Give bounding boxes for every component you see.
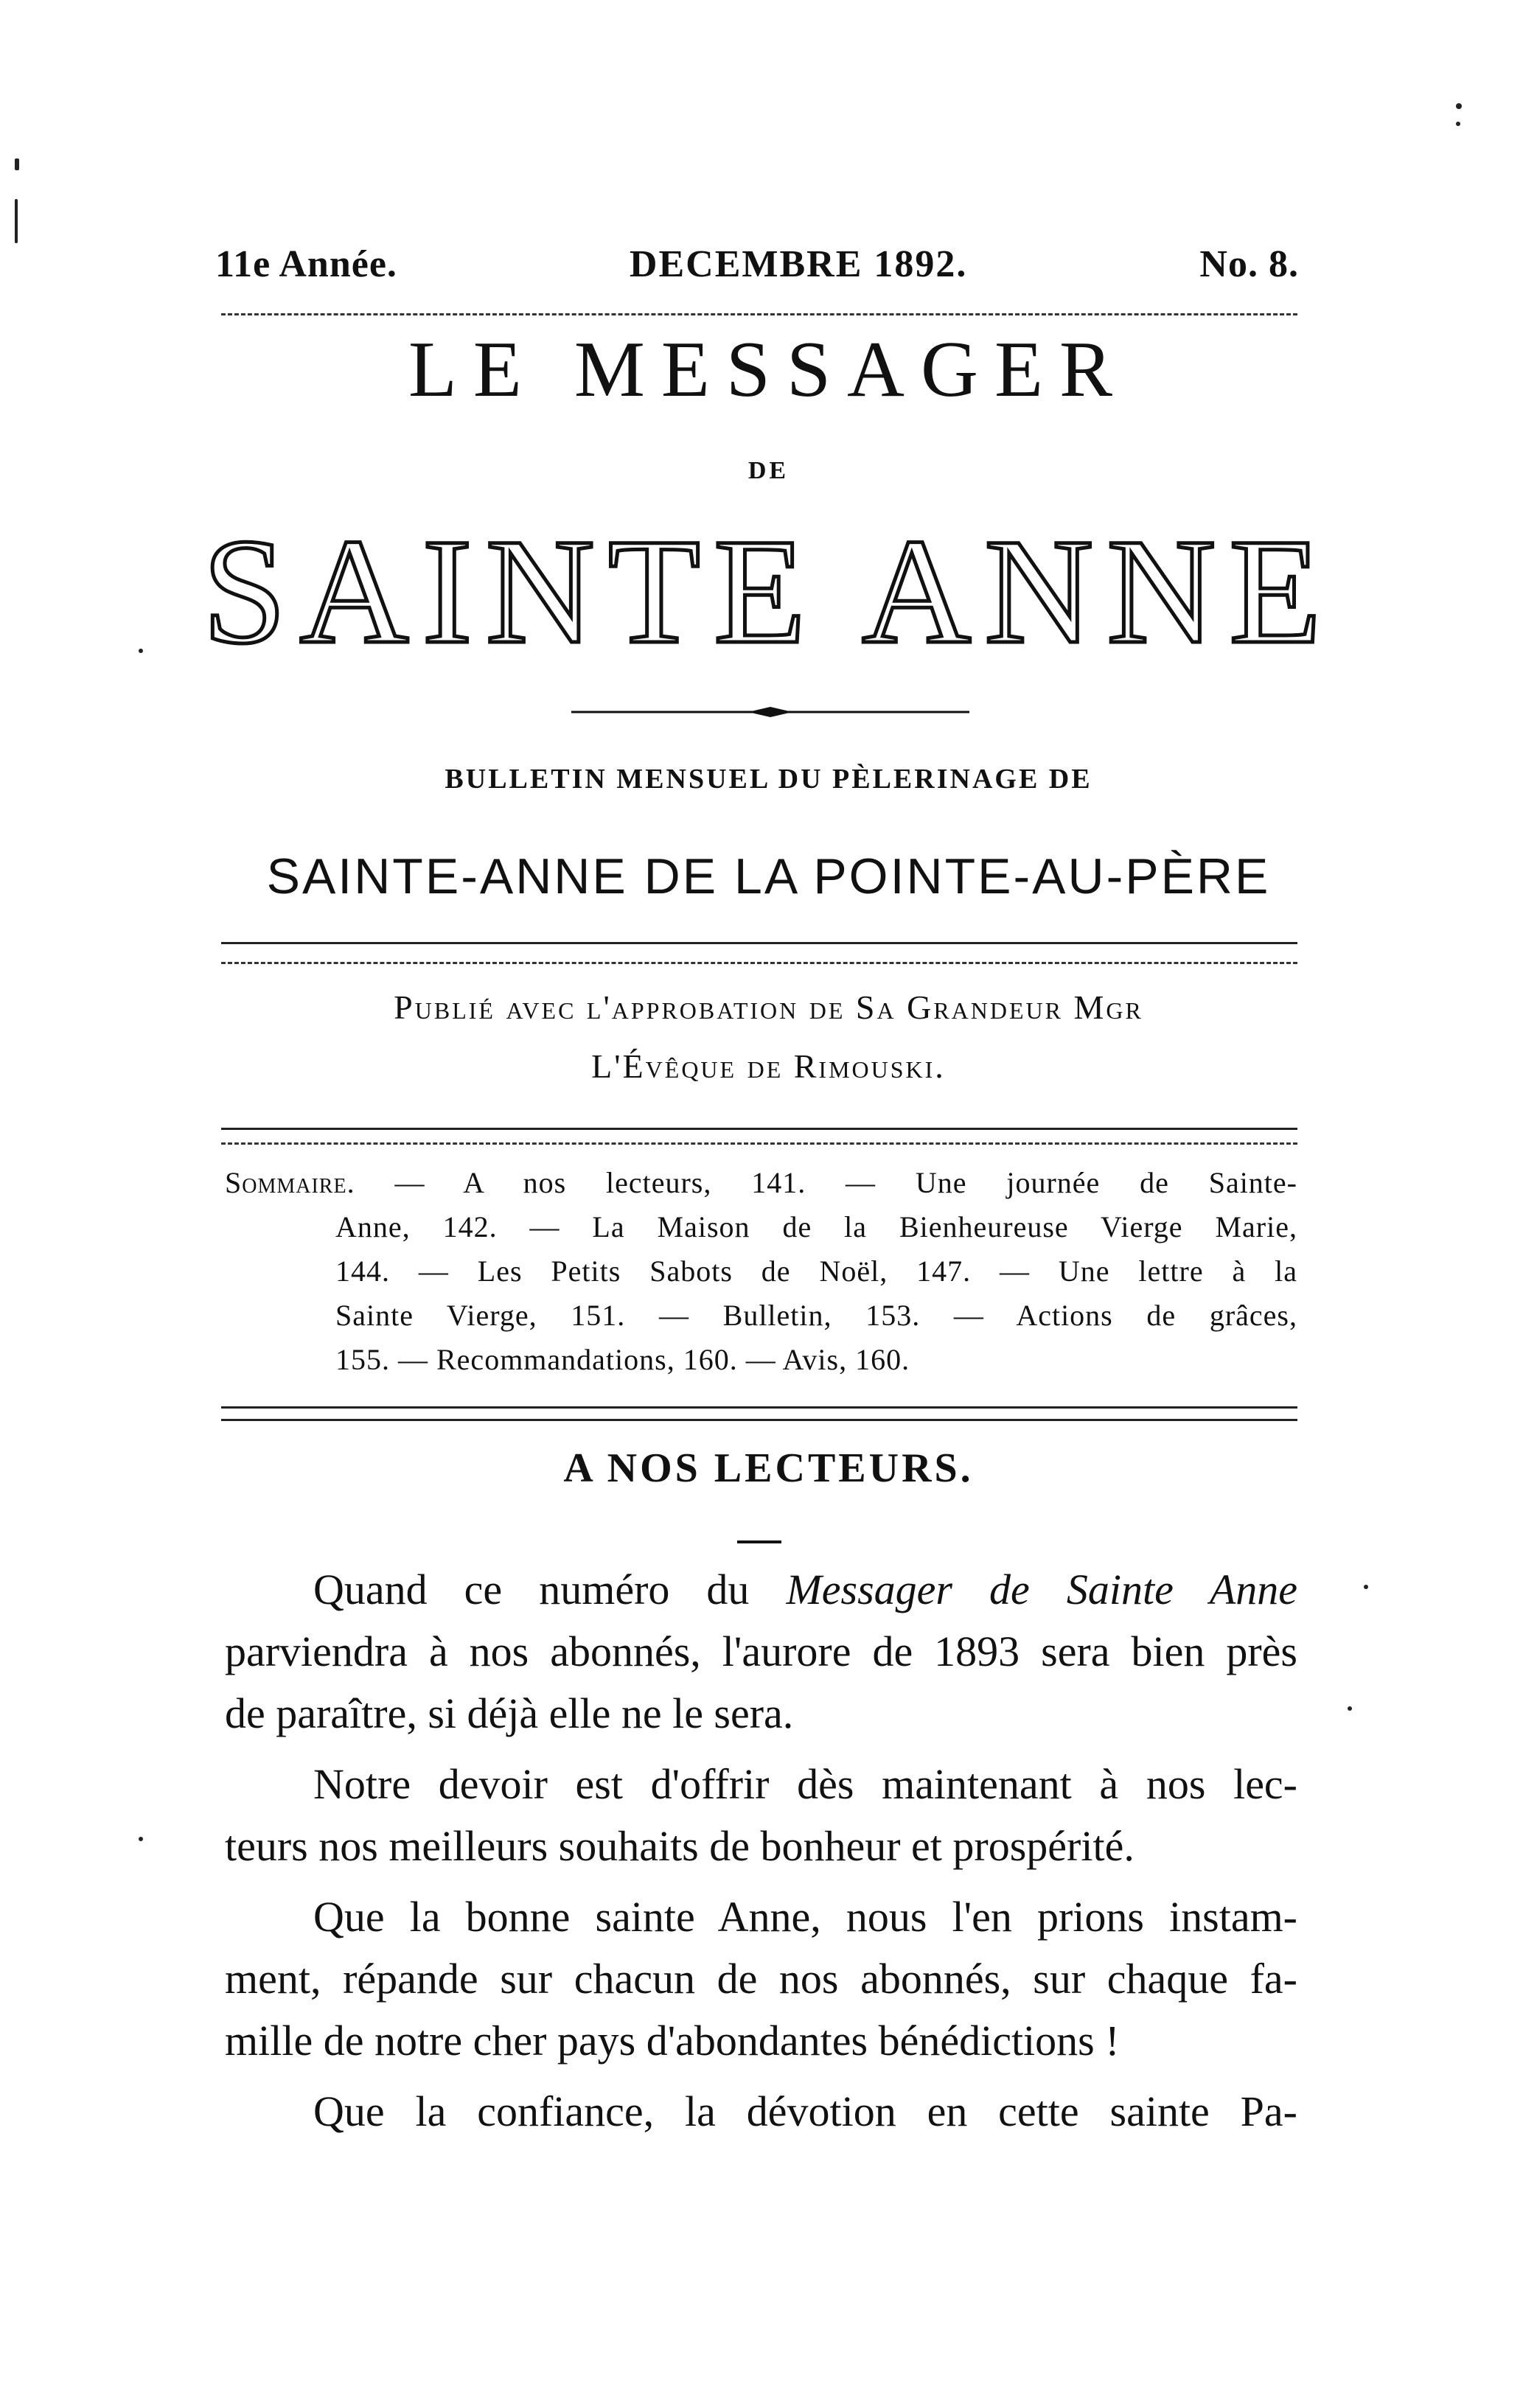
ornament-divider [571, 705, 969, 719]
issue-date: DECEMBRE 1892. [629, 242, 968, 285]
place-rule-top [221, 942, 1297, 944]
masthead-de: DE [747, 457, 790, 484]
paragraph-line: mille de notre cher pays d'abondantes bénédictions ! [225, 2017, 1120, 2065]
article-title-dash [737, 1540, 781, 1543]
sommaire-label: Sommaire. [225, 1166, 355, 1199]
sommaire-line: 144. — Les Petits Sabots de Noël, 147. — Une lettre à la [335, 1254, 1297, 1288]
journal-name: Messager de Sainte Anne [786, 1566, 1297, 1613]
masthead-sainte-anne: SAINTE ANNE [202, 508, 1335, 675]
paragraph [225, 1886, 1297, 2072]
sommaire-rule-top [221, 1406, 1297, 1409]
article-title: A NOS LECTEURS. [563, 1445, 974, 1491]
header-rule [221, 313, 1297, 315]
sommaire-line: — A nos lecteurs, 141. — Une journée de Sainte- [394, 1166, 1297, 1199]
article-body [225, 1559, 1297, 2143]
approbation-rule-bottom [221, 1142, 1297, 1145]
paragraph-line: Quand ce numéro du Messager de Sainte Anne [313, 1566, 1297, 1613]
sommaire-line: 155. — Recommandations, 160. — Avis, 160. [335, 1343, 910, 1376]
paragraph [225, 1753, 1297, 1877]
paragraph-line: ment, répande sur chacun de nos abonnés, sur chaque fa- [225, 1955, 1297, 2003]
place-rule-bottom [221, 962, 1297, 964]
masthead-title: LE MESSAGER [408, 326, 1129, 413]
paragraph [225, 1559, 1297, 1745]
issue-number: No. 8. [1199, 242, 1299, 285]
pilgrimage-place: SAINTE-ANNE DE LA POINTE-AU-PÈRE [266, 848, 1271, 904]
paragraph-line: teurs nos meilleurs souhaits de bonheur et prospérité. [225, 1822, 1135, 1870]
paragraph-line: parviendra à nos abonnés, l'aurore de 1893 sera bien près [225, 1627, 1297, 1675]
paragraph [225, 2081, 1297, 2143]
approbation-rule-top [221, 1128, 1297, 1130]
paragraph-line: Notre devoir est d'offrir dès maintenant à nos lec- [313, 1760, 1297, 1808]
table-of-contents [225, 1161, 1297, 1382]
sommaire-line: Anne, 142. — La Maison de la Bienheureuse Vierge Marie, [335, 1210, 1297, 1243]
sommaire-line: Sainte Vierge, 151. — Bulletin, 153. — Actions de grâces, [335, 1299, 1297, 1332]
issue-year: 11e Année. [215, 242, 397, 285]
issue-header [215, 234, 1299, 293]
approbation-line-2: L'Évêque de Rimouski. [591, 1047, 946, 1085]
bulletin-subtitle: BULLETIN MENSUEL DU PÈLERINAGE DE [445, 764, 1092, 795]
approbation-line-1: Publié avec l'approbation de Sa Grandeur Mgr [394, 988, 1143, 1026]
sommaire-rule-bottom [221, 1419, 1297, 1421]
paragraph-line: de paraître, si déjà elle ne le sera. [225, 1689, 794, 1737]
paragraph-line: Que la bonne sainte Anne, nous l'en prions instam- [313, 1893, 1297, 1941]
paragraph-line: Que la confiance, la dévotion en cette sainte Pa- [313, 2087, 1297, 2135]
